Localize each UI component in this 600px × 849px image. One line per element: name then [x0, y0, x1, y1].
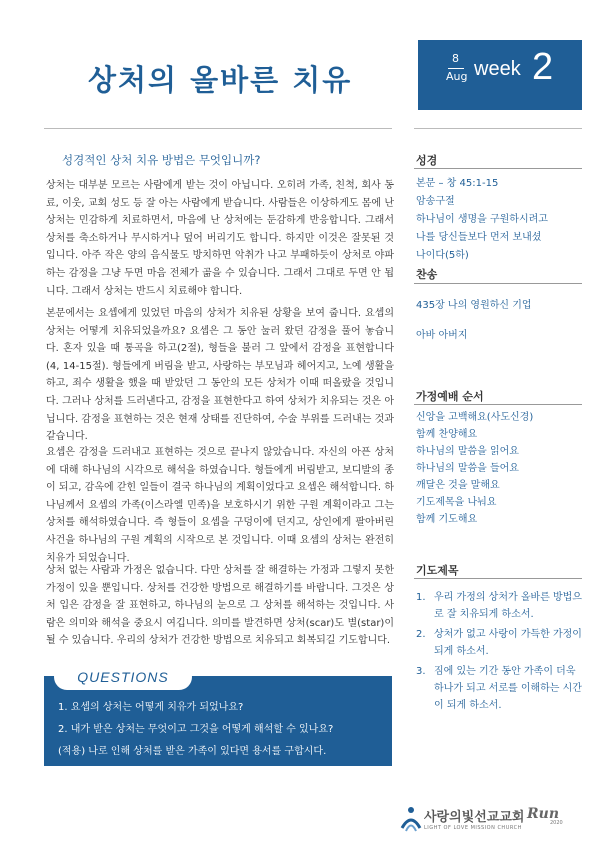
- scripture-line: 본문 – 창 45:1-15: [416, 178, 499, 189]
- scripture-line: 암송구절: [416, 196, 455, 207]
- order-item: 기도제목을 나눠요: [416, 497, 497, 508]
- church-name: 사랑의빛선교교회: [424, 810, 525, 825]
- order-item: 신앙을 고백해요(사도신경): [416, 412, 534, 423]
- order-item: 함께 찬양해요: [416, 429, 478, 440]
- week-number: 2: [532, 46, 554, 88]
- scripture-heading: 성경: [416, 154, 438, 167]
- main-question: 성경적인 상처 치유 방법은 무엇입니까?: [62, 153, 261, 167]
- prayer-item: [416, 626, 584, 660]
- week-label: week: [474, 58, 521, 80]
- hymn-heading: 찬송: [416, 268, 438, 281]
- prayer-list: [416, 589, 584, 717]
- run-year: 2020: [550, 820, 563, 826]
- body-paragraph-4: [46, 562, 394, 650]
- week-day: 8: [452, 52, 459, 65]
- prayer-number: 1.: [416, 592, 426, 603]
- question-item: 1. 요셉의 상처는 어떻게 치유가 되었나요?: [58, 702, 244, 713]
- prayer-text: 짐에 있는 기간 동안 가족이 더욱 하나가 되고 서로를 이해하는 시간이 되게 하소서.: [434, 666, 582, 711]
- prayer-number: 2.: [416, 629, 426, 640]
- questions-title: QUESTIONS: [54, 664, 192, 690]
- paragraph-text: 상처는 대부분 모르는 사람에게 받는 것이 아닙니다. 오히려 가족, 친척, 회사 동료, 이웃, 교회 성도 등 잘 아는 사람에게 받습니다. 사람들은 이상하게도 몸에 난 상처는 민감하게 치료하면서, 마음에 난 상처에는 둔감하게 반응합니다. 그래서 상처를 축소하거나 무시하거나 덮어 버리기도 합니다. 하지만 이것은 잘못된 것입니다. 아주 작은 양의 음식물도 방치하면 악취가 나고 부패하듯이 상처로 야파하는 감정을 그냥 두면 마음 전체가 곪을 수 있습니다. 그래서 그대로 두면 안 됩니다. 그래서 상처는 반드시 치료해야 합니다.: [46, 180, 394, 297]
- body-paragraph-1: [46, 177, 394, 300]
- order-item: 하나님의 말씀을 들어요: [416, 463, 519, 474]
- body-paragraph-2: [46, 305, 394, 446]
- scripture-line: 하나님이 생명을 구원하시려고: [416, 214, 548, 225]
- church-english-name: LIGHT OF LOVE MISSION CHURCH: [424, 825, 522, 831]
- paragraph-text: 상처 없는 사람과 가정은 없습니다. 다만 상처를 잘 해결하는 가정과 그렇지 못한 가정이 있을 뿐입니다. 상처를 건강한 방법으로 해결하기를 바랍니다. 그것은 상처 입은 감정을 잘 표현하고, 하나님의 눈으로 그 상처를 해석하는 것입니다. 사람은 의미와 해석을 중요시 여깁니다. 의미를 발견하면 상처(scar)도 별(star)이 될 수 있습니다. 우리의 상처가 건강한 방법으로 치유되고 회복되길 기도합니다.: [46, 565, 394, 647]
- paragraph-text: 요셉은 감정을 드러내고 표현하는 것으로 끝나지 않았습니다. 자신의 아픈 상처에 대해 하나님의 시각으로 해석을 하였습니다. 형들에게 버림받고, 보디발의 종이 되고, 감옥에 갇힌 일들이 결국 하나님의 계획이었다고 요셉은 해석합니다. 하나님께서 요셉의 가족(이스라엘 민족)을 보호하시기 위한 구원 계획이라고 그는 상처를 해석하였습니다. 즉 형들이 요셉을 구덩이에 던지고, 상인에게 팔아버린 사건을 하나님의 구원 계획의 시작으로 본 것입니다. 이때 요셉의 상처는 완전히 치유가 되었습니다.: [46, 447, 394, 564]
- prayer-item: [416, 589, 584, 623]
- week-badge: [418, 40, 582, 110]
- sidebar-divider: [414, 128, 582, 129]
- week-month: Aug: [446, 70, 468, 83]
- scripture-line: 나이다(5하): [416, 250, 469, 261]
- church-logo-icon: [400, 806, 422, 836]
- order-item: 하나님의 말씀을 읽어요: [416, 446, 519, 457]
- paragraph-text: 본문에서는 요셉에게 있었던 마음의 상처가 치유된 상황을 보여 줍니다. 요셉의 상처는 어떻게 치유되었을까요? 요셉은 그 동안 눌러 왔던 감정을 풀어 놓습니다. 혼자 있을 때 통곡을 하고(2절), 형들을 불러 그 앞에서 감정을 표현합니다(4, 14-15절). 형들에게 버림을 받고, 사랑하는 부모님과 헤어지고, 노예 생활을 하고, 죄수 생활을 했을 때 받았던 그 동안의 모든 상처가 이때 떠올랐을 것입니다. 그러나 상처를 드러낸다고, 감정을 표현한다고 하여 상처가 치유되는 것은 아닙니다. 감정을 표현하는 것은 현재 상태를 진단하여, 수술 부위를 드러내는 것과 같습니다.: [46, 308, 394, 443]
- page-title: 상처의 올바른 치유: [88, 63, 353, 97]
- run-logo: Run: [527, 806, 559, 822]
- order-item: 함께 기도해요: [416, 514, 478, 525]
- prayer-heading: 기도제목: [416, 564, 459, 577]
- section-rule: [414, 578, 582, 579]
- hymn-item: 아바 아버지: [416, 330, 468, 341]
- date-divider: [448, 68, 464, 69]
- hymn-item: 435장 나의 영원하신 기업: [416, 300, 532, 311]
- section-rule: [414, 283, 582, 284]
- prayer-text: 우리 가정의 상처가 올바른 방법으로 잘 치유되게 하소서.: [434, 592, 582, 620]
- section-rule: [414, 168, 582, 169]
- scripture-line: 나를 당신들보다 먼저 보내셨: [416, 232, 542, 243]
- section-rule: [414, 404, 582, 405]
- body-paragraph-3: [46, 444, 394, 567]
- prayer-item: [416, 663, 584, 714]
- prayer-number: 3.: [416, 666, 426, 677]
- question-item: 2. 내가 받은 상처는 무엇이고 그것을 어떻게 해석할 수 있나요?: [58, 724, 334, 735]
- order-item: 깨달은 것을 말해요: [416, 480, 500, 491]
- prayer-text: 상처가 없고 사랑이 가득한 가정이 되게 하소서.: [434, 629, 582, 657]
- order-heading: 가정예배 순서: [416, 390, 484, 403]
- main-divider: [44, 128, 392, 129]
- question-item: (적용) 나로 인해 상처를 받은 가족이 있다면 용서를 구합시다.: [58, 746, 327, 757]
